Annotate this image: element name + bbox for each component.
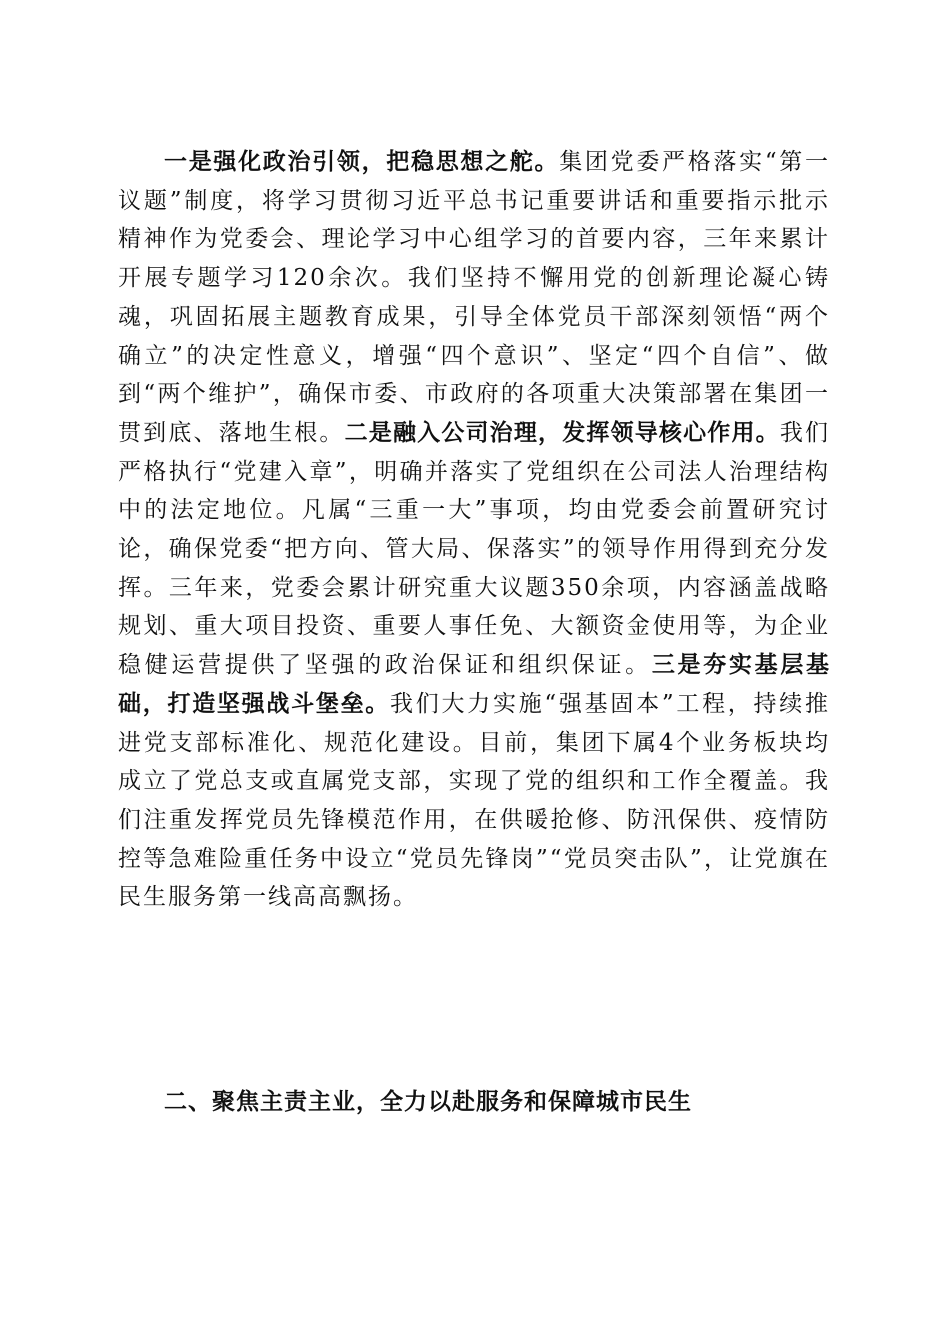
paragraph-lead-3: 三是夯实基层基础，打造坚强战斗堡垒。 xyxy=(118,652,831,717)
section-heading: 二、聚焦主责主业，全力以赴服务和保障城市民生 xyxy=(164,1089,692,1115)
paragraph-text-3: 我们大力实施“强基固本”工程，持续推进党支部标准化、规范化建设。目前，集团下属4个业务板块均成立了党总支或直属党支部，实现了党的组织和工作全覆盖。我们注重发挥党员先锋模范作用，在供暖抢修、防汛保供、疫情防控等急难险重任务中设立“党员先锋岗”“党员突击队”，让党旗在民生服务第一线高高飘扬。 xyxy=(118,690,830,911)
paragraph-text-2: 我们严格执行“党建入章”，明确并落实了党组织在公司法人治理结构中的法定地位。凡属“三重一大”事项，均由党委会前置研究讨论，确保党委“把方向、管大局、保落实”的领导作用得到充分发挥。三年来，党委会累计研究重大议题350余项，内容涵盖战略规划、重大项目投资、重要人事任免、大额资金使用等，为企业稳健运营提供了坚强的政治保证和组织保证。 xyxy=(118,419,831,679)
paragraph-lead-1: 一是强化政治引领，把稳思想之舵。 xyxy=(164,149,560,175)
paragraph-text-1: 集团党委严格落实“第一议题”制度，将学习贯彻习近平总书记重要讲话和重要指示批示精神作为党委会、理论学习中心组学习的首要内容，三年来累计开展专题学习120余次。我们坚持不懈用党的创新理论凝心铸魂，巩固拓展主题教育成果，引导全体党员干部深刻领悟“两个确立”的决定性意义，增强“四个意识”、坚定“四个自信”、做到“两个维护”，确保市委、市政府的各项重大决策部署在集团一贯到底、落地生根。 xyxy=(118,149,831,446)
paragraph-lead-2: 二是融入公司治理，发挥领导核心作用。 xyxy=(344,419,780,446)
body-paragraph xyxy=(118,143,830,917)
